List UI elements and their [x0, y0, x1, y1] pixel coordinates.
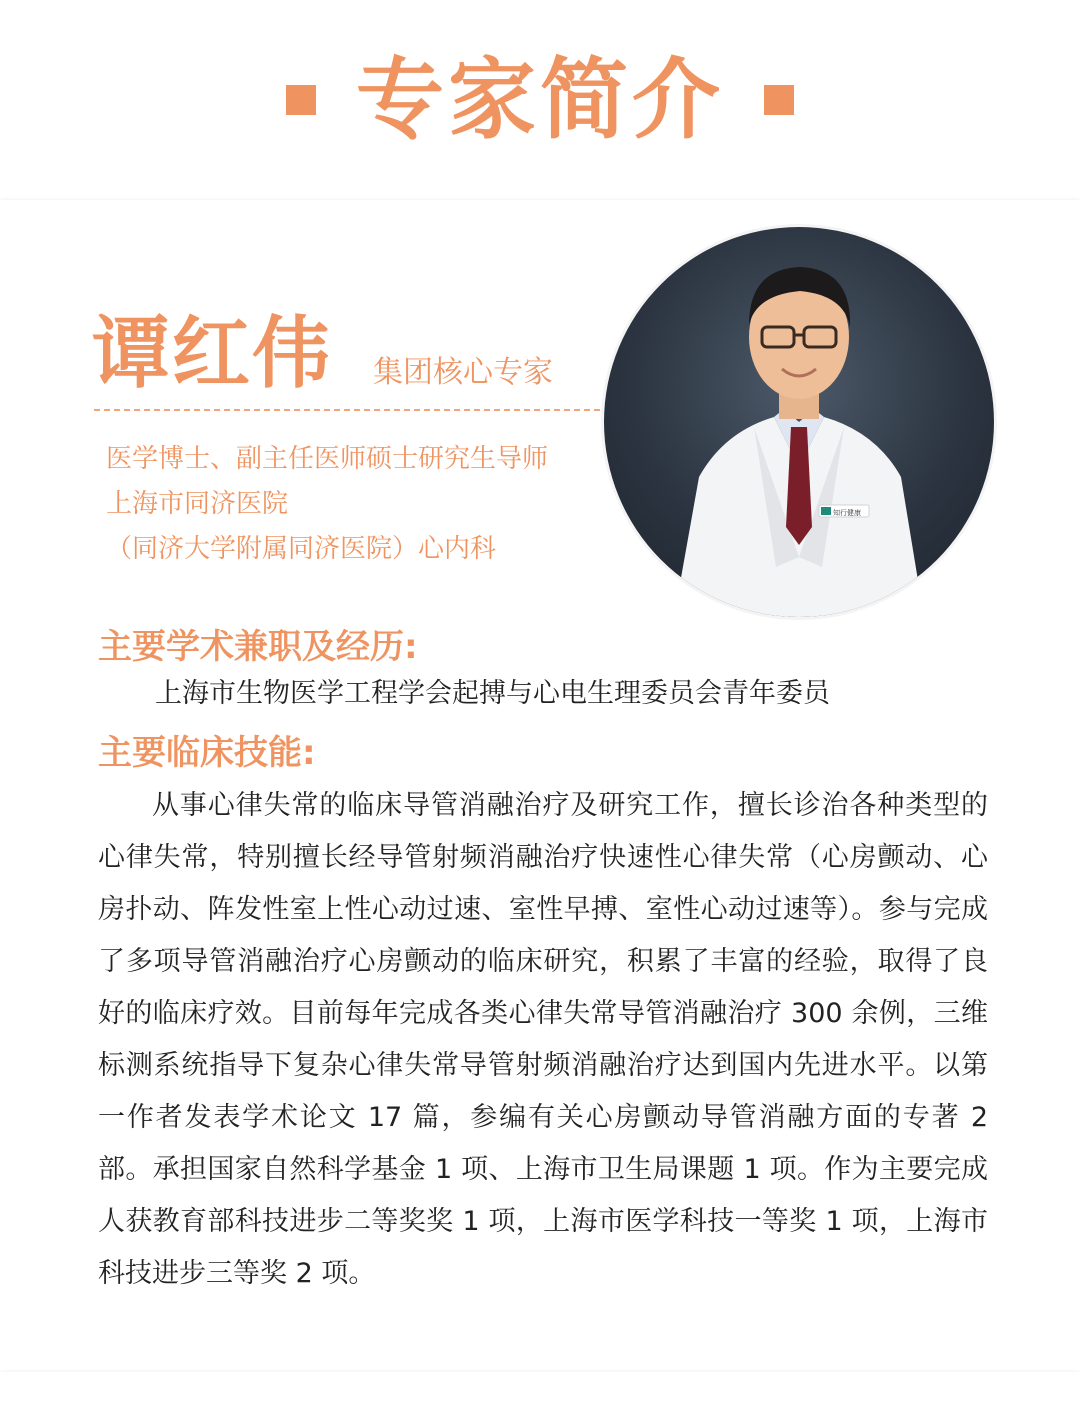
- dashed-divider: [94, 409, 600, 411]
- credential-line: （同济大学附属同济医院）心内科: [106, 534, 497, 564]
- clinical-section-title: 主要临床技能:: [98, 733, 316, 773]
- expert-name: 谭红伟: [92, 309, 333, 399]
- academic-section-title: 主要学术兼职及经历:: [98, 627, 418, 667]
- doctor-portrait: [604, 227, 994, 617]
- expert-tag: 集团核心专家: [373, 355, 553, 390]
- portrait-illustration: [604, 227, 994, 617]
- credential-line: 医学博士、副主任医师硕士研究生导师: [106, 444, 549, 474]
- credential-line: 上海市同济医院: [106, 489, 289, 519]
- square-bullet-icon: [286, 85, 316, 115]
- clinical-description: 从事心律失常的临床导管消融治疗及研究工作，擅长诊治各种类型的心律失常，特别擅长经导管射频消融治疗快速性心律失常（心房颤动、心房扑动、阵发性室上性心动过速、室性早搏、室性心动过速等）。参与完成了多项导管消融治疗心房颤动的临床研究，积累了丰富的经验，取得了良好的临床疗效。目前每年完成各类心律失常导管消融治疗 300 余例，三维标测系统指导下复杂心律失常导管射频消融治疗达到国内先进水平。以第一作者发表学术论文 17 篇，参编有关心房颤动导管消融方面的专著 2 部。承担国家自然科学基金 1 项、上海市卫生局课题 1 项。作为主要完成人获教育部科技进步二等奖奖 1 项，上海市医学科技一等奖 1 项，上海市科技进步三等奖 2 项。: [98, 790, 988, 1289]
- page-title: 专家简介: [355, 48, 724, 151]
- page-header: [0, 0, 1080, 200]
- square-bullet-icon: [764, 85, 794, 115]
- academic-item: 上海市生物医学工程学会起搏与心电生理委员会青年委员: [155, 678, 830, 709]
- badge-label: 知行健康: [833, 509, 861, 517]
